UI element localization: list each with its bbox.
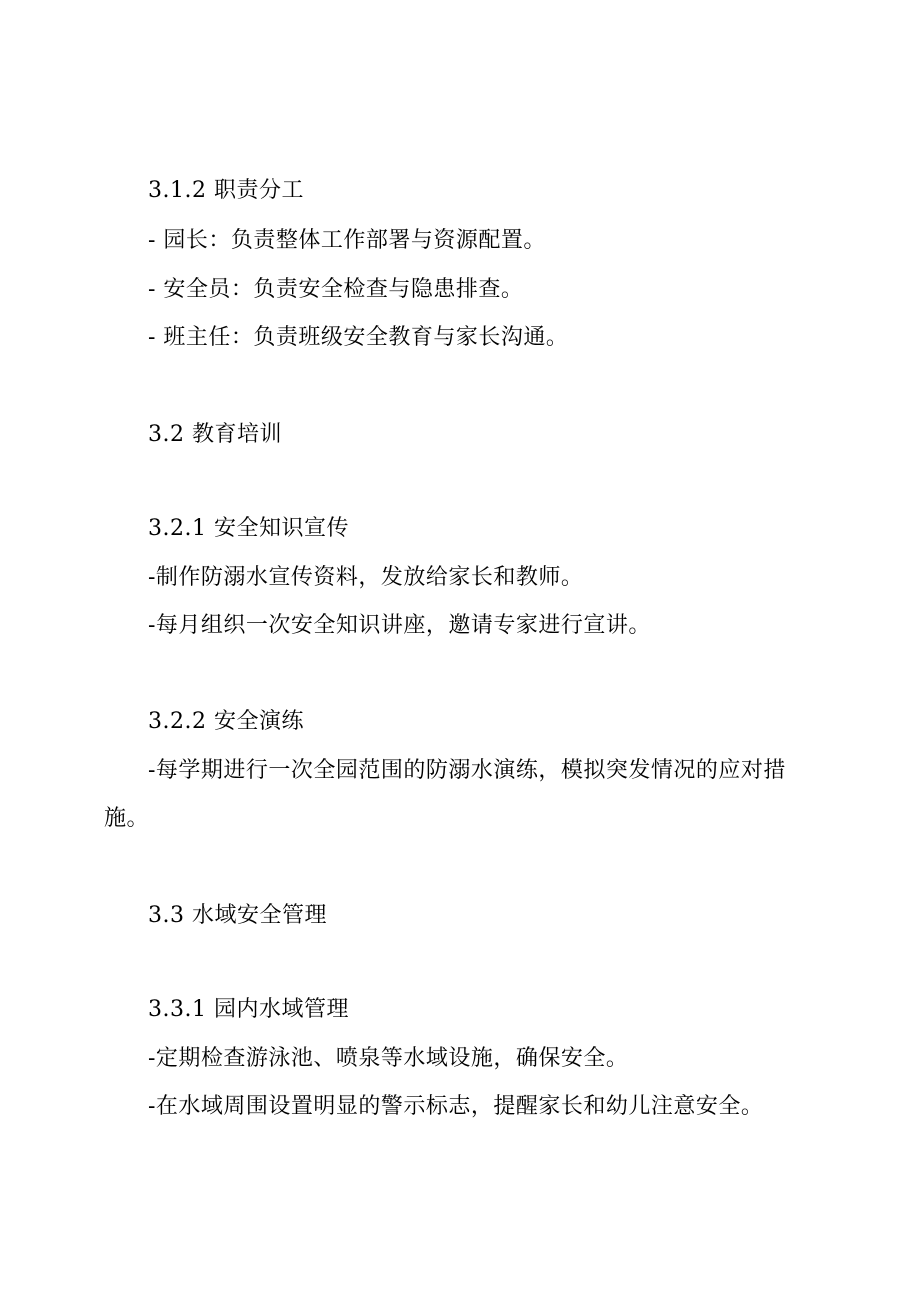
list-item-inspection: -定期检查游泳池、喷泉等水域设施，确保安全。 [148, 1046, 629, 1071]
list-item-warning-signs: -在水域周围设置明显的警示标志，提醒家长和幼儿注意安全。 [148, 1094, 764, 1119]
section-heading-3-3-1: 3.3.1 园内水域管理 [148, 997, 349, 1022]
section-heading-3-2-1: 3.2.1 安全知识宣传 [148, 516, 349, 541]
list-item-drill-continuation: 施。 [104, 806, 150, 831]
list-item-drill: -每学期进行一次全园范围的防溺水演练，模拟突发情况的应对措 [148, 758, 786, 783]
duty-item-safety-officer: - 安全员：负责安全检查与隐患排查。 [148, 277, 524, 302]
section-heading-3-3: 3.3 水域安全管理 [148, 903, 327, 928]
list-item-materials: -制作防溺水宣传资料，发放给家长和教师。 [148, 565, 584, 590]
duty-item-class-teacher: - 班主任：负责班级安全教育与家长沟通。 [148, 325, 569, 350]
list-item-lecture: -每月组织一次安全知识讲座，邀请专家进行宣讲。 [148, 613, 651, 638]
duty-item-principal: - 园长：负责整体工作部署与资源配置。 [148, 228, 546, 253]
section-heading-3-1-2: 3.1.2 职责分工 [148, 178, 304, 203]
section-heading-3-2: 3.2 教育培训 [148, 422, 282, 447]
section-heading-3-2-2: 3.2.2 安全演练 [148, 709, 304, 734]
